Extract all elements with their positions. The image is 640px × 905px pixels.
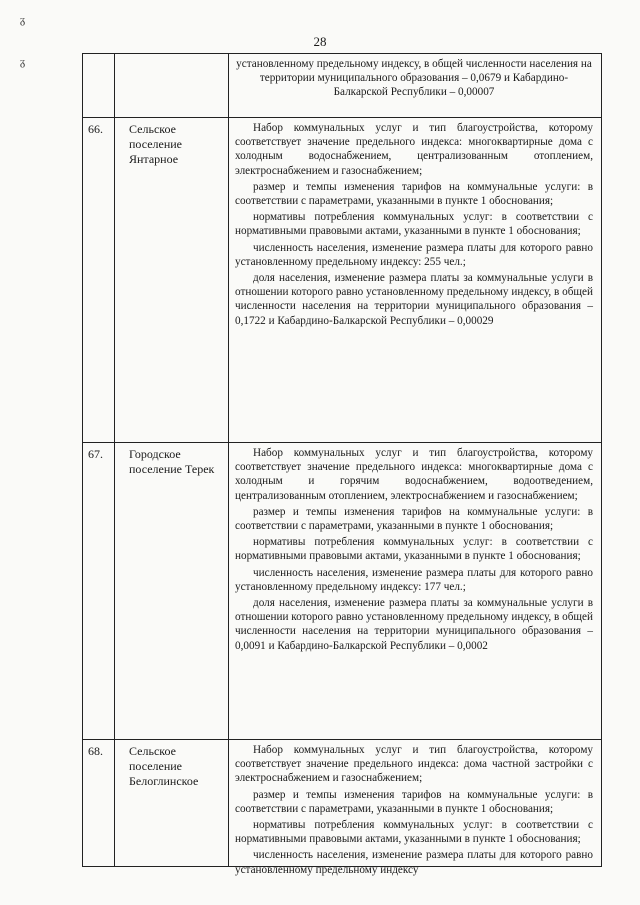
description-paragraph: доля населения, изменение размера платы за коммунальные услуги в отношении которого равно установленному предельному индексу, в общей численности населения на территории муниципального образования – 0,1722 и Кабардино-Балкарской Республики – 0,00029 — [235, 272, 593, 327]
description-paragraph: численность населения, изменение размера платы для которого равно установленному предельному индексу: 255 чел.; — [235, 241, 593, 268]
row-number: 67. — [83, 443, 115, 739]
settlement-name: Сельское поселение Белоглинское — [115, 740, 229, 866]
description-paragraph: Набор коммунальных услуг и тип благоустройства, которому соответствует значение предельного индекса: дома частной застройки с электроснабжением и газоснабжением; — [235, 744, 593, 785]
description-cell — [229, 54, 601, 117]
tariff-table — [82, 53, 602, 876]
table-row-continuation — [83, 54, 601, 117]
description-paragraph: численность населения, изменение размера платы для которого равно установленному предельному индексу: 177 чел.; — [235, 566, 593, 593]
scan-mark-bottom: ᵹ — [20, 56, 26, 68]
description-cell — [229, 740, 601, 876]
scan-mark-top: ᵹ — [20, 14, 26, 26]
description-paragraph: установленному предельному индексу, в общей численности населения на территории муниципального образования – 0,0679 и Кабардино-Балкарской Республики – 0,00007 — [236, 58, 592, 99]
description-paragraph: численность населения, изменение размера платы для которого равно установленному предельному индексу — [235, 849, 593, 876]
page-number: 28 — [313, 34, 327, 49]
row-number: 66. — [83, 118, 115, 442]
description-paragraph: нормативы потребления коммунальных услуг: в соответствии с нормативными правовыми актами, указанными в пункте 1 обоснования; — [235, 819, 593, 846]
description-paragraph: размер и темпы изменения тарифов на коммунальные услуги: в соответствии с параметрами, указанными в пункте 1 обоснования; — [235, 788, 593, 815]
row-number: 68. — [83, 740, 115, 866]
table-row — [83, 739, 601, 876]
description-cell — [229, 443, 601, 739]
description-paragraph: размер и темпы изменения тарифов на коммунальные услуги: в соответствии с параметрами, указанными в пункте 1 обоснования; — [235, 505, 593, 533]
description-paragraph: нормативы потребления коммунальных услуг: в соответствии с нормативными правовыми актами, указанными в пункте 1 обоснования; — [235, 536, 593, 563]
description-paragraph: нормативы потребления коммунальных услуг: в соответствии с нормативными правовыми актами, указанными в пункте 1 обоснования; — [235, 211, 593, 238]
settlement-name-cell — [115, 54, 229, 117]
table-row — [83, 117, 601, 442]
description-paragraph: доля населения, изменение размера платы за коммунальные услуги в отношении которого равно установленному предельному индексу, в общей численности населения на территории муниципального образования – 0,0091 и Кабардино-Балкарской Республики – 0,0002 — [235, 597, 593, 652]
settlement-name: Городское поселение Терек — [115, 443, 229, 739]
description-paragraph: Набор коммунальных услуг и тип благоустройства, которому соответствует значение предельного индекса: многоквартирные дома с холодным и горячим водоснабжением, водоотведением, централизованным отоплением, электроснабжением и газоснабжением; — [235, 447, 593, 502]
row-number-cell — [83, 54, 115, 117]
description-cell — [229, 118, 601, 442]
table-row — [83, 442, 601, 739]
description-paragraph: размер и темпы изменения тарифов на коммунальные услуги: в соответствии с параметрами, указанными в пункте 1 обоснования; — [235, 180, 593, 208]
description-paragraph: Набор коммунальных услуг и тип благоустройства, которому соответствует значение предельного индекса: многоквартирные дома с холодным водоснабжением, централизованным отоплением, электроснабжением и газоснабжением; — [235, 122, 593, 177]
settlement-name: Сельское поселение Янтарное — [115, 118, 229, 442]
